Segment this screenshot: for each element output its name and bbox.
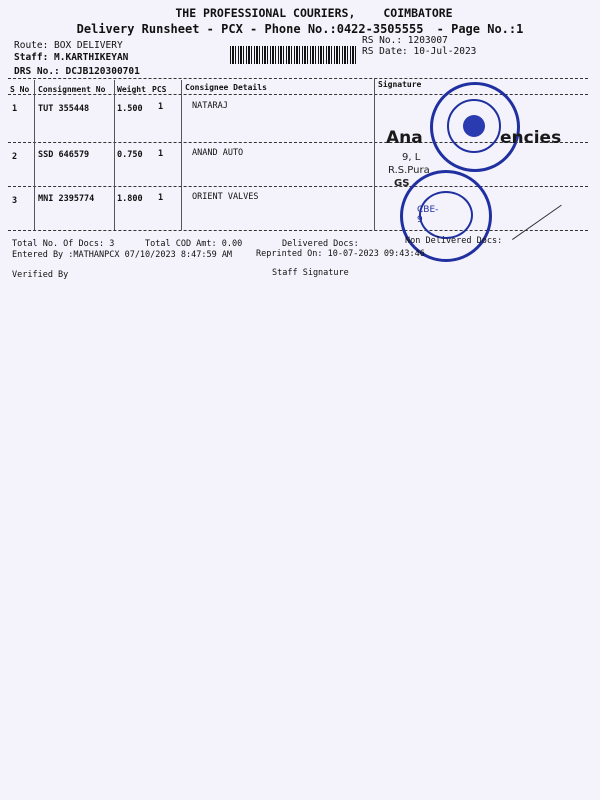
barcode xyxy=(230,46,356,64)
row-weight: 1.500 xyxy=(117,104,143,114)
column-divider xyxy=(114,80,115,230)
row-sno: 1 xyxy=(12,104,18,114)
row-pcs: 1 xyxy=(158,102,164,112)
reprinted-on: Reprinted On: 10-07-2023 09:43:46 xyxy=(256,249,425,259)
row-weight: 1.800 xyxy=(117,194,143,204)
table-bottom-rule xyxy=(8,230,588,231)
staff-label: Staff: M.KARTHIKEYAN xyxy=(14,52,129,63)
table-top-rule xyxy=(8,78,588,79)
row-weight: 0.750 xyxy=(117,150,143,160)
row-divider xyxy=(8,186,588,187)
route-label: Route: BOX DELIVERY xyxy=(14,40,123,51)
row-consignee: ANAND AUTO xyxy=(192,148,244,158)
row-consignment: MNI 2395774 xyxy=(38,194,95,204)
company-seal-stamp xyxy=(430,82,520,172)
runsheet-title: Delivery Runsheet - PCX - Phone No.:0422-3505555 xyxy=(76,22,424,36)
rs-number: RS No.: 1203007 xyxy=(362,35,448,46)
column-divider xyxy=(374,78,375,230)
row-consignment: SSD 646579 xyxy=(38,150,90,160)
col-consignment: Consignment No xyxy=(38,85,106,94)
column-divider xyxy=(181,80,182,230)
agency-name-right: encies xyxy=(500,128,562,148)
agency-name-left: Ana xyxy=(386,128,423,148)
row-sno: 3 xyxy=(12,196,18,206)
company-city: COIMBATORE xyxy=(383,6,453,20)
runsheet-title-line xyxy=(0,22,600,36)
signature-scribble xyxy=(498,185,561,240)
col-consignee: Consignee Details xyxy=(185,83,267,92)
non-delivered-docs: Non Delivered Docs: xyxy=(405,236,503,246)
page-number: - Page No.:1 xyxy=(436,22,524,36)
row-consignment: TUT 355448 xyxy=(38,104,90,114)
entered-by: Entered By :MATHANPCX 07/10/2023 8:47:59 AM xyxy=(12,250,233,260)
total-docs: Total No. Of Docs: 3 xyxy=(12,239,115,249)
verified-by: Verified By xyxy=(12,270,69,280)
row-consignee: ORIENT VALVES xyxy=(192,192,259,202)
col-pcs: PCS xyxy=(152,85,167,94)
company-header xyxy=(0,6,600,20)
col-weight: Weight xyxy=(117,85,146,94)
row-sno: 2 xyxy=(12,152,18,162)
rs-date: RS Date: 10-Jul-2023 xyxy=(362,46,477,57)
company-name: THE PROFESSIONAL COURIERS, xyxy=(175,6,356,20)
row-consignee: NATARAJ xyxy=(192,101,228,111)
row-pcs: 1 xyxy=(158,193,164,203)
staff-signature: Staff Signature xyxy=(272,268,349,278)
agency-address-line: R.S.Pura xyxy=(388,165,430,176)
delivered-docs: Delivered Docs: xyxy=(282,239,359,249)
agency-address-line: GS xyxy=(394,178,410,189)
agency-address-line: 9, L xyxy=(402,152,421,163)
col-sno: S No xyxy=(10,85,30,94)
row-pcs: 1 xyxy=(158,149,164,159)
stamp-code: CBE-9 xyxy=(417,205,439,225)
col-signature: Signature xyxy=(378,80,422,89)
total-cod: Total COD Amt: 0.00 xyxy=(145,239,243,249)
column-divider xyxy=(34,80,35,230)
drs-number: DRS No.: DCJB120300701 xyxy=(14,66,140,77)
